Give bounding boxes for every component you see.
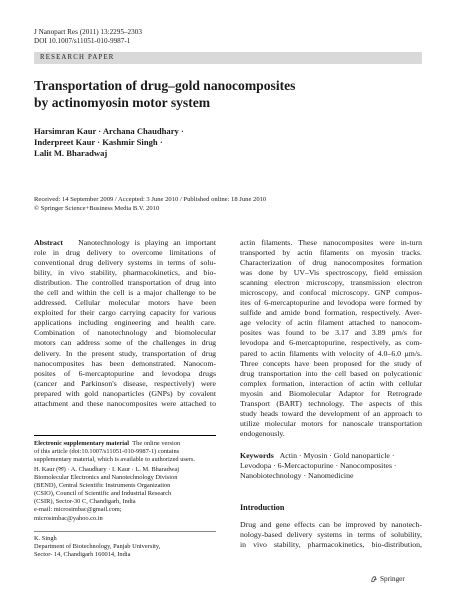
affiliation-line: (BEND), Central Scientific Instruments Organization [34, 482, 171, 490]
author-line: Inderpreet Kaur · Kashmir Singh · [34, 137, 163, 148]
doi-line: DOI 10.1007/s11051-010-9987-1 [34, 37, 131, 45]
received-dates: Received: 14 September 2009 / Accepted: 3 June 2010 / Published online: 18 June 2010 [34, 196, 267, 203]
paper-title [34, 78, 394, 111]
abstract-text: Nanotechnology is playing an important [78, 238, 216, 247]
keywords-block [240, 451, 422, 482]
supplementary-material-note [34, 435, 216, 464]
abstract-line: delivery. In the present study, transportation of drug [34, 348, 216, 358]
abstract-line: bility, in vivo stability, pharmacokinetics, and bio- [34, 268, 216, 278]
intro-line: nology-based delivery systems in terms of solubility, [240, 530, 422, 540]
abstract-line: posites was found to be 3.17 and 3.89 μm/s for [240, 328, 422, 338]
affiliation-block-2 [34, 531, 216, 559]
abstract-line: conventional drug delivery systems in terms of solu- [34, 258, 216, 268]
esm-line: of this article (doi:10.1007/s11051-010-9987-1) contains [34, 448, 180, 456]
abstract-line: complex formation, interaction of actin with cellular [240, 378, 422, 388]
affiliation-line: Biomolecular Electronics and Nanotechnology Division [34, 474, 178, 482]
journal-header [34, 28, 142, 46]
title-line: by actinomyosin motor system [34, 94, 211, 110]
journal-citation: J Nanopart Res (2011) 13:2295–2303 [34, 28, 142, 36]
esm-label: Electronic supplementary material [34, 440, 130, 447]
title-line: Transportation of drug–gold nanocomposites [34, 78, 296, 93]
abstract-first-line [34, 238, 216, 248]
abstract-line: myosin and Biomolecular Adaptor for Retrograde [240, 388, 422, 398]
affiliation-line: (CSIR), Sector-30 C, Chandigarh, India [34, 498, 136, 506]
springer-horse-icon [370, 575, 378, 583]
author-list [34, 126, 394, 160]
abstract-line: drug transportation into the cell based on polycationic [240, 368, 422, 378]
abstract-line: motors can address some of the challenges in drug [34, 338, 216, 348]
abstract-line: exploited for their cargo carrying capacity for various [34, 308, 216, 318]
introduction-text [240, 520, 422, 550]
abstract-line: microscopy, and confocal microscopy. GNP compos- [240, 288, 422, 298]
abstract-line: pared to actin filaments with velocity of 4.0–6.0 μm/s. [240, 348, 422, 358]
email-line[interactable]: e-mail: microsimbac@gmail.com; [34, 506, 122, 514]
publisher-name: Springer [380, 575, 405, 583]
abstract-line: ites of 6-mercaptopurine and levodopa were formed by [240, 298, 422, 308]
publication-dates [34, 196, 422, 213]
affiliation-line: Department of Biotechnology, Panjab University, [34, 543, 161, 551]
abstract-line: Characterization of drug nanocomposites formation [240, 258, 422, 268]
introduction-heading: Introduction [240, 503, 285, 512]
abstract-line: applications including engineering and health care. [34, 318, 216, 328]
abstract-line: prepared with gold nanoparticles (GNPs) by covalent [34, 388, 216, 398]
esm-first-line [34, 440, 216, 448]
abstract-line: was done by UV–Vis spectroscopy, field emission [240, 268, 422, 278]
esm-line: supplementary material, which is available to authorized users. [34, 456, 195, 464]
affiliation-line: Sector- 14, Chandigarh 160014, India [34, 551, 131, 559]
abstract-line: Three concepts have been proposed for the study of [240, 358, 422, 368]
abstract-line: sulfide and amide bond formation, respectively. Aver- [240, 308, 422, 318]
abstract-line: levodopa and 6-mercaptopurine, respectively, as com- [240, 338, 422, 348]
abstract-line: addressed. Cellular molecular motors have been [34, 298, 216, 308]
copyright-line: © Springer Science+Business Media B.V. 2010 [34, 204, 160, 212]
article-type-banner: RESEARCH PAPER [34, 52, 422, 64]
abstract-line: actin filaments. These nanocomposites were in-turn [240, 238, 422, 247]
abstract-line: Transport (BART) technology. The aspects of this [240, 398, 422, 408]
abstract-line: role in drug delivery to overcome limitations of [34, 248, 216, 258]
affiliation-block-1 [34, 466, 216, 523]
keywords-first-line [240, 451, 422, 461]
keywords-label: Keywords [240, 451, 274, 460]
abstract-line: Combination of nanotechnology and biomolecular [34, 328, 216, 338]
abstract-line: nanocomposites has been demonstrated. Nanocom- [34, 358, 216, 368]
keywords-line: Levodopa · 6-Mercactopurine · Nanocomposites · [240, 461, 397, 471]
affiliation-line: K. Singh [34, 535, 57, 542]
author-line: Harsimran Kaur · Archana Chaudhary · [34, 126, 184, 136]
abstract-right-column [240, 238, 422, 439]
abstract-line: the cell and within the cell is a major challenge to be [34, 288, 216, 298]
author-line: Lalit M. Bharadwaj [34, 148, 108, 159]
abstract-line: utilize molecular motors for nanoscale transportation [240, 418, 422, 428]
abstract-line: (cancer and Parkinson's disease, respectively) were [34, 378, 216, 388]
abstract-line: scanning electron microscopy, transmission electron [240, 278, 422, 288]
email-line[interactable]: microsimbac@yahoo.co.in [34, 514, 103, 522]
intro-line: in vivo stability, pharmacokinetics, bio-distribution, [240, 540, 422, 550]
abstract-line: posites of 6-mercaptopurine and levodopa drugs [34, 368, 216, 378]
abstract-line: endogenously. [240, 428, 285, 438]
abstract-line: distribution. The controlled transportation of drug into [34, 278, 216, 288]
affiliation-line: (CSIO), Council of Scientific and Industrial Research [34, 490, 172, 498]
abstract-line: age velocity of actin filament attached to nanocom- [240, 318, 422, 328]
keywords-line: Nanobiotechnology · Nanomedicine [240, 471, 354, 481]
abstract-left-column [34, 238, 216, 409]
abstract-line: attachment and these nanocomposites were attached to [34, 398, 216, 408]
affiliation-line: H. Kaur (✉) · A. Chaudhary · I. Kaur · L. M. Bharadwaj [34, 466, 180, 473]
keywords-text: Actin · Myosin · Gold nanoparticle · [279, 451, 395, 460]
intro-line: Drug and gene effects can be improved by nanotech- [240, 520, 422, 529]
publisher-footer [370, 575, 405, 583]
abstract-line: transported by actin filaments on myosin tracks. [240, 248, 422, 258]
abstract-line: study heads toward the development of an approach to [240, 408, 422, 418]
esm-text: The online version [132, 440, 181, 447]
abstract-label: Abstract [34, 238, 64, 247]
